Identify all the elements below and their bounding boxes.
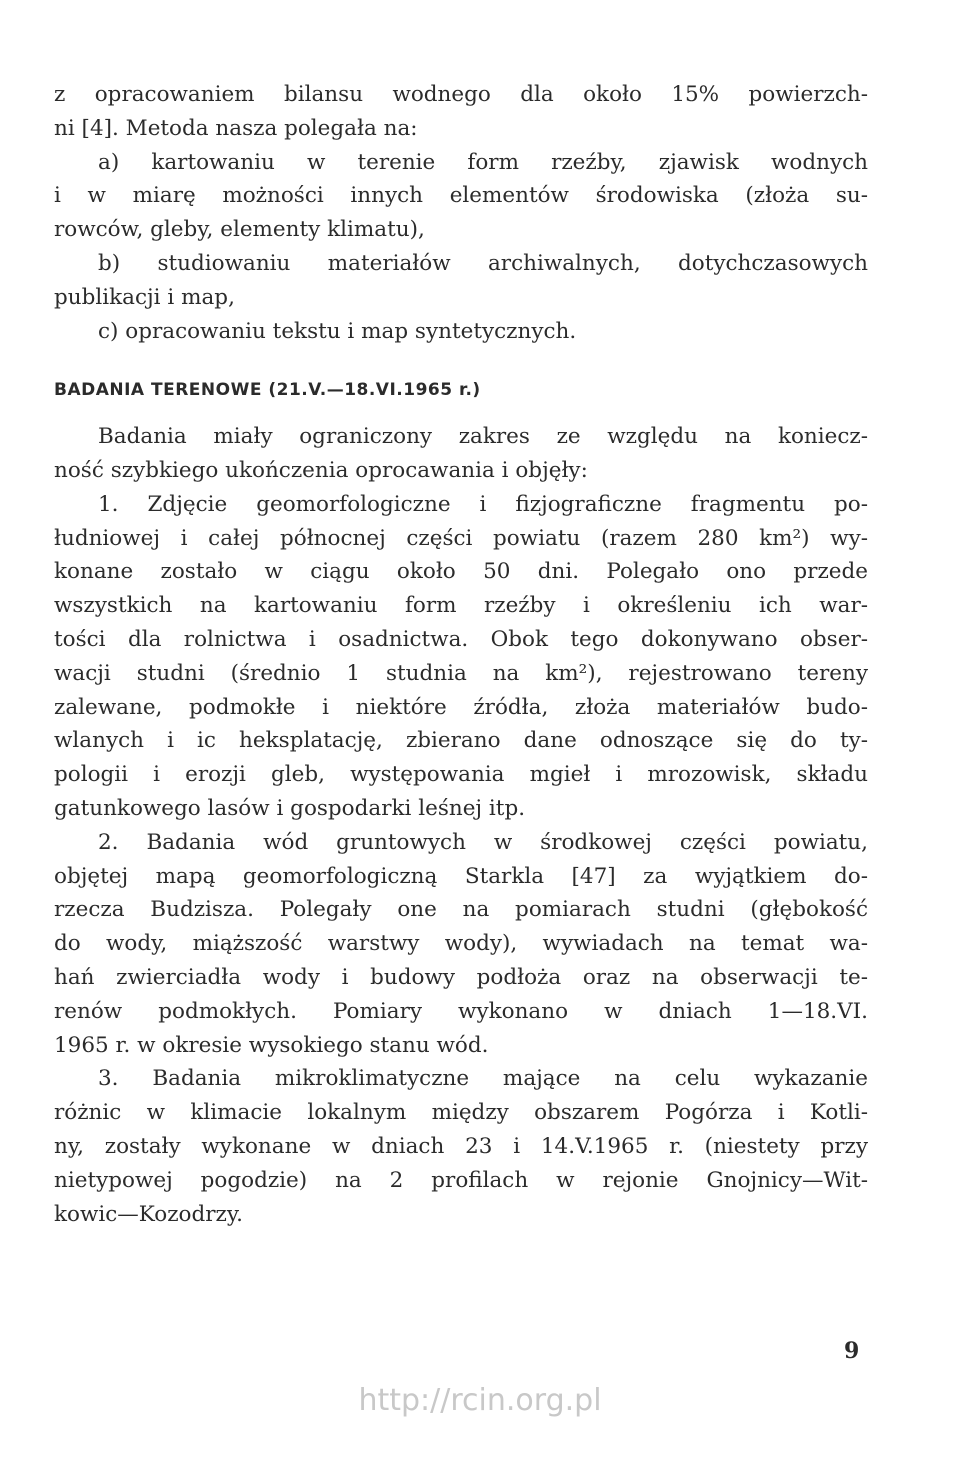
text-line: i w miarę możności innych elementów środowiska (złoża su-: [54, 183, 868, 209]
intro-paragraph: [54, 78, 868, 348]
text-line: a) kartowaniu w terenie form rzeźby, zjawisk wodnych: [98, 149, 868, 175]
section-heading: BADANIA TERENOWE (21.V.—18.VI.1965 r.): [54, 380, 481, 401]
text-line: 1. Zdjęcie geomorfologiczne i fizjograficzne fragmentu po-: [98, 491, 868, 517]
text-line: renów podmokłych. Pomiary wykonano w dniach 1—18.VI.: [54, 998, 868, 1024]
text-line: do wody, miąższość warstwy wody), wywiadach na temat wa-: [54, 931, 868, 957]
text-line: ni [4]. Metoda nasza polegała na:: [54, 115, 418, 141]
text-line: ny, zostały wykonane w dniach 23 i 14.V.1965 r. (niestety przy: [54, 1133, 868, 1159]
document-body: [54, 78, 868, 1231]
text-line: gatunkowego lasów i gospodarki leśnej itp.: [54, 795, 526, 821]
text-line: pologii i erozji gleb, występowania mgieł i mrozowisk, składu: [54, 762, 868, 788]
text-line: nietypowej pogodzie) na 2 profilach w rejonie Gnojnicy—Wit-: [54, 1167, 868, 1193]
watermark-url: http://rcin.org.pl: [358, 1383, 602, 1418]
text-line: hań zwierciadła wody i budowy podłoża oraz na obserwacji te-: [54, 964, 868, 990]
text-line: c) opracowaniu tekstu i map syntetycznych.: [98, 318, 577, 344]
text-line: rzecza Budzisza. Polegały one na pomiarach studni (głębokość: [54, 897, 868, 923]
text-line: objętej mapą geomorfologiczną Starkla [47] za wyjątkiem do-: [54, 863, 868, 889]
text-line: b) studiowaniu materiałów archiwalnych, dotychczasowych: [98, 250, 868, 276]
text-line: tości dla rolnictwa i osadnictwa. Obok tego dokonywano obser-: [54, 626, 868, 652]
text-line: wacji studni (średnio 1 studnia na km²), rejestrowano tereny: [54, 660, 868, 686]
text-line: różnic w klimacie lokalnym między obszarem Pogórza i Kotli-: [54, 1100, 868, 1126]
text-line: Badania miały ograniczony zakres ze względu na koniecz-: [98, 424, 868, 450]
text-line: z opracowaniem bilansu wodnego dla około 15% powierzch-: [54, 82, 868, 107]
text-line: zalewane, podmokłe i niektóre źródła, złoża materiałów budo-: [54, 694, 868, 720]
text-line: konane zostało w ciągu około 50 dni. Polegało ono przede: [54, 559, 868, 585]
page-number: 9: [844, 1338, 860, 1364]
text-line: 3. Badania mikroklimatyczne mające na celu wykazanie: [98, 1066, 868, 1092]
text-line: 1965 r. w okresie wysokiego stanu wód.: [54, 1032, 489, 1058]
field-research-paragraphs: [54, 420, 868, 1231]
text-line: rowców, gleby, elementy klimatu),: [54, 217, 425, 243]
text-line: 2. Badania wód gruntowych w środkowej części powiatu,: [98, 829, 868, 855]
text-line: wszystkich na kartowaniu form rzeźby i określeniu ich war-: [54, 593, 868, 619]
text-line: kowic—Kozodrzy.: [54, 1201, 243, 1227]
text-line: ność szybkiego ukończenia oprocawania i objęły:: [54, 457, 588, 483]
text-line: publikacji i map,: [54, 284, 235, 310]
text-line: wlanych i ic heksplatację, zbierano dane odnoszące się do ty-: [54, 728, 868, 754]
text-line: łudniowej i całej północnej części powiatu (razem 280 km²) wy-: [54, 525, 868, 551]
